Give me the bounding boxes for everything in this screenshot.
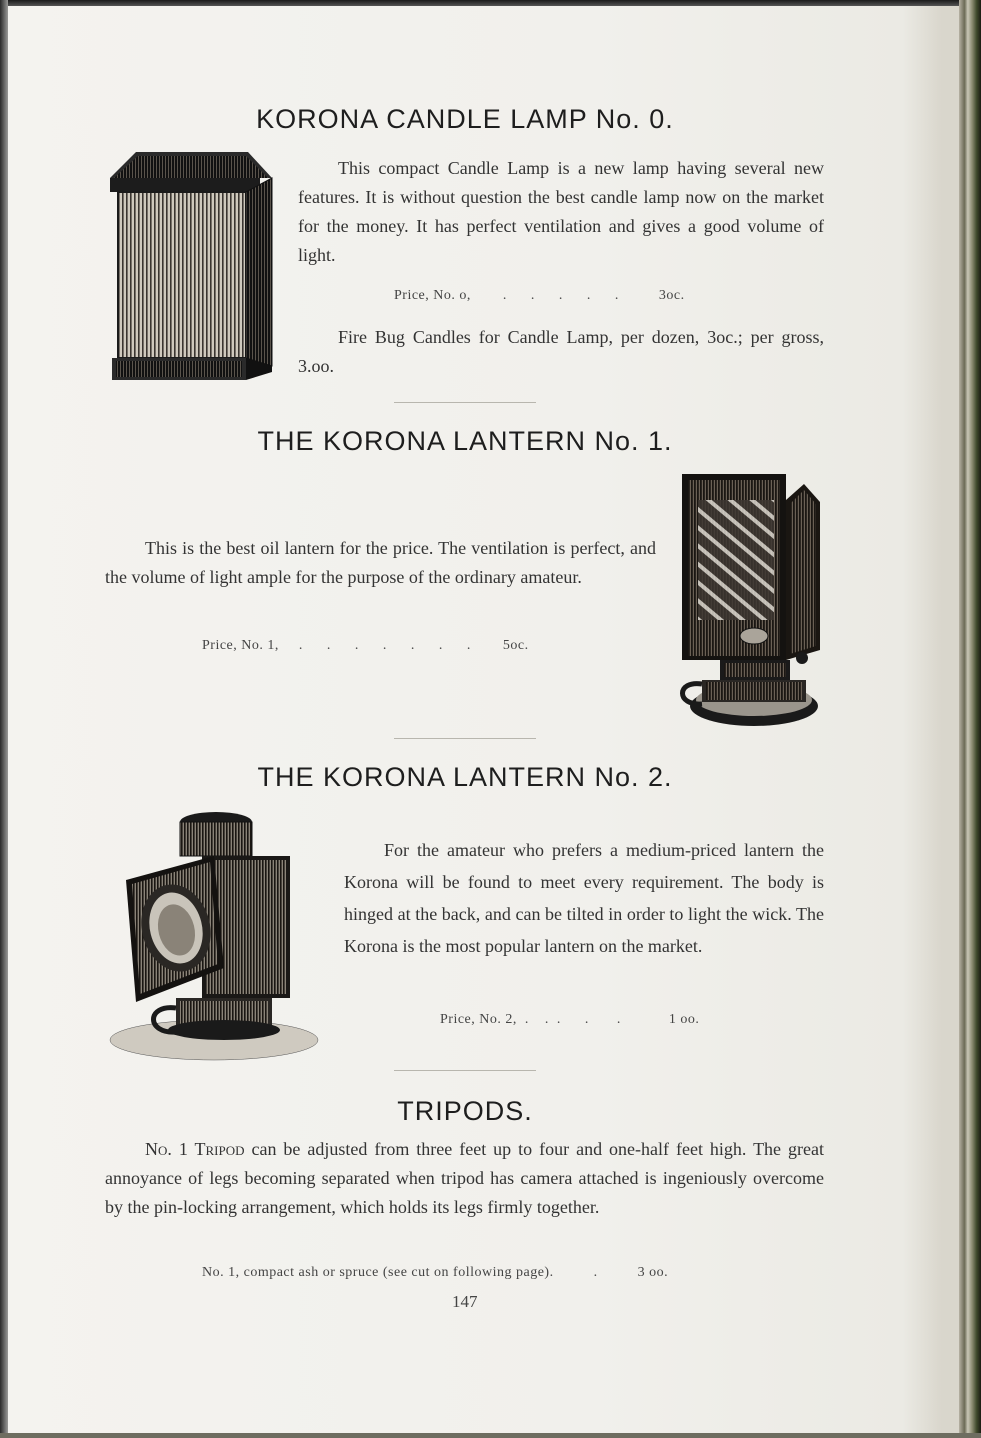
lantern-2-price: Price, No. 2, . . . . . 1 oo.: [440, 1012, 700, 1027]
tripods-lead-in: No. 1 Tripod: [145, 1139, 245, 1159]
lantern-2-heading: THE KORONA LANTERN No. 2.: [257, 762, 673, 792]
lantern-2-illustration: [106, 808, 322, 1062]
lantern-1-heading: THE KORONA LANTERN No. 1.: [257, 426, 673, 456]
page-top-edge: [0, 0, 981, 6]
page-spine-edge: [959, 0, 981, 1438]
candle-lamp-illustration: [106, 150, 278, 390]
page-number: 147: [452, 1292, 478, 1311]
lantern-1-illustration: [676, 470, 822, 732]
candle-lamp-candles-note: Fire Bug Candles for Candle Lamp, per dozen, 3oc.; per gross, 3.oo.: [298, 327, 824, 376]
section-divider: [394, 402, 536, 403]
tripods-heading: TRIPODS.: [397, 1096, 533, 1126]
page-left-edge: [0, 0, 8, 1438]
lantern-2-description: For the amateur who prefers a medium-priced lantern the Korona will be found to meet every requirement. The body is hinged at the back, and can be tilted in order to light the wick. The Korona is the most popular lantern on the market.: [344, 840, 824, 956]
lantern-1-description: This is the best oil lantern for the price. The ventilation is perfect, and the volume of light ample for the purpose of the ordinary amateur.: [105, 538, 656, 587]
lantern-1-price: Price, No. 1, . . . . . . . 5oc.: [202, 638, 529, 653]
tripods-price: No. 1, compact ash or spruce (see cut on following page). . 3 oo.: [202, 1265, 669, 1280]
candle-lamp-price: Price, No. o, . . . . . 3oc.: [394, 288, 685, 303]
section-divider: [394, 738, 536, 739]
tripods-body: can be adjusted from three feet up to four and one-half feet high. The great annoyance of legs becoming separated when tripod has camera attached is ingeniously overcome by the pin-locking arrangement, which holds its legs firmly together.: [105, 1139, 824, 1217]
candle-lamp-description: This compact Candle Lamp is a new lamp having several new features. It is without question the best candle lamp now on the market for the money. It has perfect ventilation and gives a good volume of light.: [298, 158, 824, 265]
section-divider: [394, 1070, 536, 1071]
candle-lamp-heading: KORONA CANDLE LAMP No. 0.: [256, 104, 674, 134]
tripods-description: [105, 1135, 824, 1222]
page-bottom-edge: [0, 1433, 981, 1438]
